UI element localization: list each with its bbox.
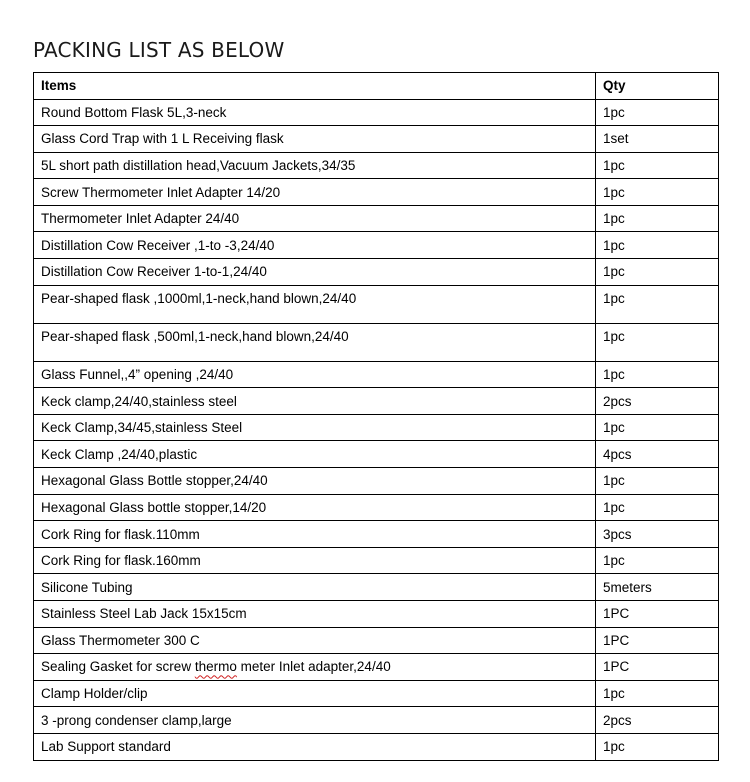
table-row xyxy=(34,388,719,415)
item-cell: 5L short path distillation head,Vacuum Jackets,34/35 xyxy=(34,152,596,179)
qty-cell: 1pc xyxy=(596,414,719,441)
table-row xyxy=(34,654,719,681)
qty-cell: 5meters xyxy=(596,574,719,601)
qty-cell: 1pc xyxy=(596,733,719,760)
qty-cell: 1pc xyxy=(596,259,719,286)
table-row xyxy=(34,627,719,654)
item-cell: Glass Funnel,,4” opening ,24/40 xyxy=(34,361,596,388)
item-cell: Pear-shaped flask ,1000ml,1-neck,hand blown,24/40 xyxy=(34,285,596,323)
qty-cell: 2pcs xyxy=(596,388,719,415)
qty-cell: 1pc xyxy=(596,494,719,521)
packing-list-table xyxy=(33,72,719,761)
item-cell: Distillation Cow Receiver ,1-to -3,24/40 xyxy=(34,232,596,259)
qty-cell: 1pc xyxy=(596,99,719,126)
table-row xyxy=(34,414,719,441)
qty-cell: 1pc xyxy=(596,361,719,388)
table-row xyxy=(34,733,719,760)
spellcheck-flagged-word: thermo xyxy=(194,659,237,675)
item-cell: Keck clamp,24/40,stainless steel xyxy=(34,388,596,415)
table-row xyxy=(34,547,719,574)
qty-cell: 1pc xyxy=(596,285,719,323)
item-text-after: meter Inlet adapter,24/40 xyxy=(236,659,391,675)
item-cell: Silicone Tubing xyxy=(34,574,596,601)
table-row xyxy=(34,361,719,388)
page-title: PACKING LIST AS BELOW xyxy=(33,38,285,62)
item-cell: 3 -prong condenser clamp,large xyxy=(34,707,596,734)
table-row xyxy=(34,285,719,323)
table-row xyxy=(34,152,719,179)
item-cell: Lab Support standard xyxy=(34,733,596,760)
item-cell xyxy=(34,654,596,681)
item-cell: Round Bottom Flask 5L,3-neck xyxy=(34,99,596,126)
item-cell: Hexagonal Glass Bottle stopper,24/40 xyxy=(34,468,596,495)
item-cell: Pear-shaped flask ,500ml,1-neck,hand blown,24/40 xyxy=(34,323,596,361)
table-row xyxy=(34,521,719,548)
table-row xyxy=(34,601,719,628)
qty-cell: 1pc xyxy=(596,323,719,361)
qty-cell: 1PC xyxy=(596,627,719,654)
item-cell: Stainless Steel Lab Jack 15x15cm xyxy=(34,601,596,628)
item-cell: Keck Clamp ,24/40,plastic xyxy=(34,441,596,468)
table-row xyxy=(34,179,719,206)
table-row xyxy=(34,574,719,601)
table-row xyxy=(34,232,719,259)
qty-cell: 4pcs xyxy=(596,441,719,468)
qty-cell: 1PC xyxy=(596,601,719,628)
item-cell: Glass Cord Trap with 1 L Receiving flask xyxy=(34,126,596,153)
table-row xyxy=(34,494,719,521)
item-cell: Hexagonal Glass bottle stopper,14/20 xyxy=(34,494,596,521)
column-header-qty: Qty xyxy=(596,73,719,100)
table-row xyxy=(34,205,719,232)
item-text-before: Sealing Gasket for screw xyxy=(41,659,195,675)
item-cell: Cork Ring for flask.110mm xyxy=(34,521,596,548)
table-row xyxy=(34,259,719,286)
item-cell: Distillation Cow Receiver 1-to-1,24/40 xyxy=(34,259,596,286)
qty-cell: 1pc xyxy=(596,547,719,574)
qty-cell: 1pc xyxy=(596,680,719,707)
table-row xyxy=(34,323,719,361)
item-cell: Clamp Holder/clip xyxy=(34,680,596,707)
item-cell: Glass Thermometer 300 C xyxy=(34,627,596,654)
column-header-items: Items xyxy=(34,73,596,100)
table-row xyxy=(34,441,719,468)
qty-cell: 3pcs xyxy=(596,521,719,548)
qty-cell: 1PC xyxy=(596,654,719,681)
item-cell: Screw Thermometer Inlet Adapter 14/20 xyxy=(34,179,596,206)
qty-cell: 1pc xyxy=(596,152,719,179)
item-cell: Thermometer Inlet Adapter 24/40 xyxy=(34,205,596,232)
qty-cell: 1set xyxy=(596,126,719,153)
item-cell: Keck Clamp,34/45,stainless Steel xyxy=(34,414,596,441)
qty-cell: 1pc xyxy=(596,468,719,495)
item-cell: Cork Ring for flask.160mm xyxy=(34,547,596,574)
table-row xyxy=(34,707,719,734)
table-row xyxy=(34,126,719,153)
qty-cell: 1pc xyxy=(596,179,719,206)
qty-cell: 1pc xyxy=(596,232,719,259)
table-row xyxy=(34,468,719,495)
table-header-row xyxy=(34,73,719,100)
table-row xyxy=(34,99,719,126)
table-row xyxy=(34,680,719,707)
qty-cell: 1pc xyxy=(596,205,719,232)
qty-cell: 2pcs xyxy=(596,707,719,734)
